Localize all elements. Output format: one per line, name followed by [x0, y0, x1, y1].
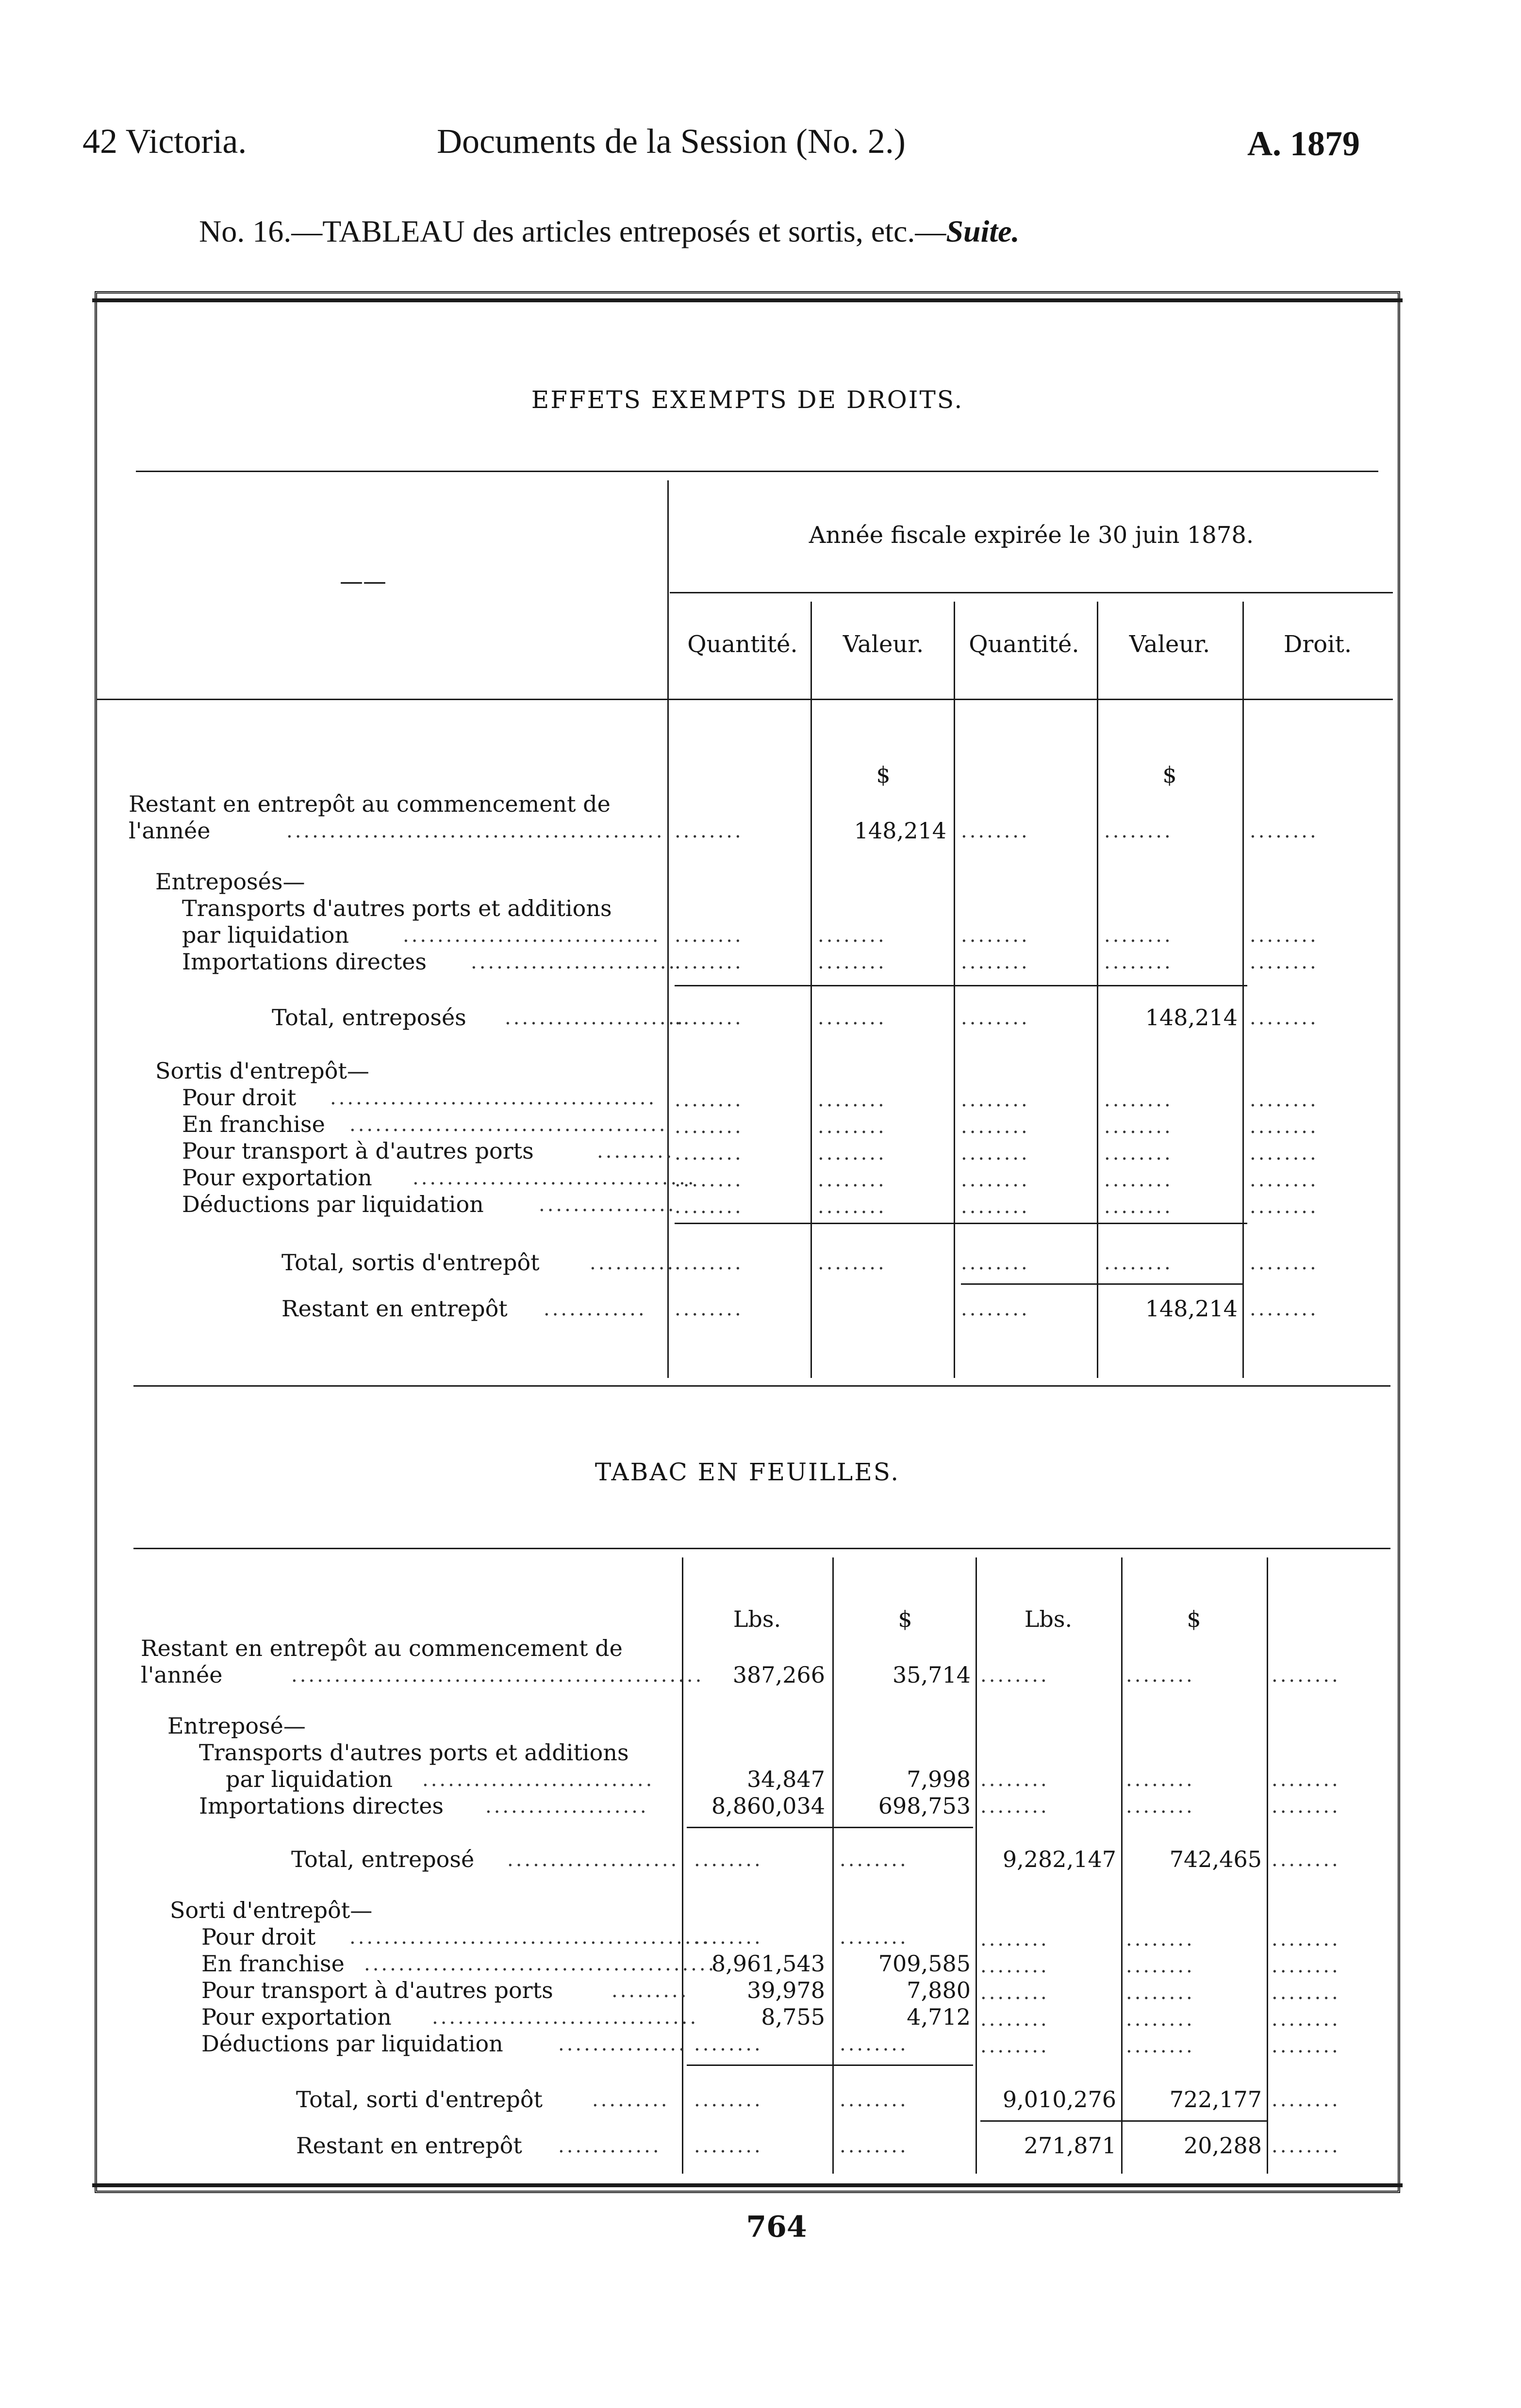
s1-col-valeur-2: Valeur. [1129, 631, 1210, 658]
s2-restant-debut-valeur: 35,714 [893, 1662, 971, 1688]
s2-transports-valeur: 7,998 [907, 1766, 971, 1792]
leader-dots: ........ [675, 924, 744, 947]
leader-dots: ........ ........ ........ ........ ........ [1104, 1089, 1173, 1218]
leader-dots: ........ [961, 1298, 1030, 1320]
s2-subtotal-rule-2 [687, 2064, 973, 2066]
table-title-prefix: No. 16.— [199, 214, 323, 248]
s2-vline-1 [832, 1557, 834, 2174]
section1-dash: —— [340, 568, 386, 595]
s2-row-restant-debut-1: Restant en entrepôt au commencement de [141, 1635, 623, 1661]
leader-dots: ........ [1272, 1849, 1340, 1871]
leader-dots: ................ [539, 1194, 677, 1216]
s1-subtotal-rule-2 [675, 1223, 1247, 1224]
leader-dots: ......... [597, 1140, 675, 1163]
s1-subtotal-rule-3 [961, 1283, 1242, 1285]
leader-dots: ........ [1250, 820, 1319, 842]
s1-total-entreposes-valeur: 148,214 [1145, 1004, 1238, 1031]
header-right: A. 1879 [1247, 124, 1360, 163]
leader-dots: ............ [544, 1298, 647, 1320]
leader-dots: ........ [694, 2089, 763, 2111]
table-title-main: TABLEAU des articles entreposés et sortis, etc.— [322, 214, 946, 248]
s1-row-deductions: Déductions par liquidation [182, 1191, 484, 1217]
leader-dots: ........ [1126, 1795, 1195, 1818]
s2-pour-exportation-valeur: 4,712 [907, 2004, 971, 2030]
leader-dots: ............................... [432, 2006, 699, 2029]
leader-dots: ........ [1104, 951, 1173, 973]
leader-dots: ........ [840, 1926, 909, 1949]
s2-subtotal-rule [687, 1827, 973, 1828]
leader-dots: ........ [980, 1795, 1049, 1818]
section-divider [133, 1385, 1390, 1387]
leader-dots: ........ [840, 2033, 909, 2055]
leader-dots: ........ [1250, 1007, 1319, 1029]
s1-subtotal-rule [675, 985, 1247, 986]
s2-total-entrepose-qte: 9,282,147 [1002, 1846, 1116, 1872]
leader-dots: ......... [612, 1980, 689, 2002]
s1-row-restant: Restant en entrepôt [281, 1295, 508, 1322]
s2-row-deductions: Déductions par liquidation [201, 2031, 503, 2057]
s2-transports-qte: 34,847 [747, 1766, 825, 1792]
s1-row-pour-transport: Pour transport à d'autres ports [182, 1138, 534, 1164]
leader-dots: ........ ........ ........ ........ ........ [1272, 1928, 1340, 2057]
s1-row-restant-debut-2: l'année [129, 818, 211, 844]
s1-col-droit: Droit. [1283, 631, 1352, 658]
s1-vline-label [667, 480, 669, 1378]
s1-row-entreposes: Entreposés— [155, 868, 305, 895]
section1-title: EFFETS EXEMPTS DE DROITS. [531, 386, 964, 414]
s2-vline-4 [1267, 1557, 1268, 2174]
s2-row-importations: Importations directes [199, 1793, 444, 1819]
s2-total-sorti-qte: 9,010,276 [1002, 2086, 1116, 2113]
leader-dots: ........ [818, 924, 887, 947]
s1-row-pour-droit: Pour droit [182, 1084, 297, 1111]
leader-dots: ........ ........ ........ ........ ........ [818, 1089, 887, 1218]
leader-dots: .............................. [403, 924, 661, 947]
leader-dots: ........ [818, 1252, 887, 1274]
s2-row-pour-droit: Pour droit [201, 1924, 316, 1950]
s2-pour-transport-valeur: 7,880 [907, 1977, 971, 2003]
leader-dots: ........ [1272, 2135, 1340, 2157]
s2-vline-3 [1121, 1557, 1123, 2174]
s2-vline-label [682, 1557, 683, 2174]
table-title [199, 213, 1020, 249]
leader-dots: ........ [1272, 1664, 1340, 1687]
section1-fiscal-rule [670, 592, 1393, 593]
leader-dots: ........ ........ ........ ........ ........ [961, 1089, 1030, 1218]
header-center: Documents de la Session (No. 2.) [437, 122, 906, 161]
s2-unit-dollar-1: $ [898, 1606, 912, 1632]
s1-row-transports-2: par liquidation [182, 922, 349, 948]
s2-en-franchise-qte: 8,961,543 [711, 1950, 825, 1977]
leader-dots: ........ [694, 2033, 763, 2055]
leader-dots: ............ [558, 2135, 661, 2157]
leader-dots: ........ [818, 1007, 887, 1029]
leader-dots: ........ [1126, 1664, 1195, 1687]
s2-pour-exportation-qte: 8,755 [761, 2004, 825, 2030]
leader-dots: ........ [961, 924, 1030, 947]
s2-pour-transport-qte: 39,978 [747, 1977, 825, 2003]
s2-total-sorti-valeur: 722,177 [1169, 2086, 1262, 2113]
s2-restant-qte: 271,871 [1024, 2132, 1116, 2159]
s1-row-transports-1: Transports d'autres ports et additions [182, 895, 612, 921]
s2-row-pour-transport: Pour transport à d'autres ports [201, 1977, 553, 2003]
leader-dots: ......... [592, 2089, 670, 2111]
s2-restant-debut-qte: 387,266 [732, 1662, 825, 1688]
leader-dots: ................................. [413, 1167, 696, 1189]
leader-dots: ............................................ [286, 820, 665, 842]
leader-dots: ........ [961, 951, 1030, 973]
leader-dots: ........ [675, 1007, 744, 1029]
leader-dots: ........ [1272, 1769, 1340, 1791]
leader-dots: ........ [1126, 1769, 1195, 1791]
leader-dots: ........................... [422, 1769, 655, 1791]
leader-dots: ........ [1104, 820, 1173, 842]
leader-dots: .................... [507, 1849, 679, 1871]
leader-dots: ........ [961, 1252, 1030, 1274]
leader-dots: ........ [694, 2135, 763, 2157]
s2-row-restant-debut-2: l'année [141, 1662, 223, 1688]
s2-row-pour-exportation: Pour exportation [201, 2004, 392, 2030]
s2-vline-2 [975, 1557, 977, 2174]
s1-currency-2: $ [1162, 762, 1177, 788]
s2-importations-qte: 8,860,034 [711, 1793, 825, 1819]
s2-unit-lbs-1: Lbs. [733, 1606, 781, 1632]
leader-dots: ..................... [505, 1007, 686, 1029]
leader-dots: ..................................... [349, 1114, 668, 1136]
s2-row-entrepose: Entreposé— [167, 1713, 306, 1739]
s2-restant-valeur: 20,288 [1184, 2132, 1262, 2159]
leader-dots: ........ [1272, 1795, 1340, 1818]
leader-dots: ........ [1104, 924, 1173, 947]
leader-dots: ................................................ [291, 1664, 704, 1687]
leader-dots: ........ [980, 1769, 1049, 1791]
leader-dots: ........ [840, 2135, 909, 2157]
frame-top-rule [92, 298, 1403, 302]
table-title-suffix: Suite. [946, 214, 1020, 248]
section2-title-rule [133, 1548, 1390, 1549]
section1-fiscal-year: Année fiscale expirée le 30 juin 1878. [809, 522, 1254, 549]
s2-total-entrepose-valeur: 742,465 [1169, 1846, 1262, 1872]
leader-dots: ........ [961, 1007, 1030, 1029]
leader-dots: ........ [1250, 1252, 1319, 1274]
leader-dots: ........ [961, 820, 1030, 842]
leader-dots: ........ ........ ........ ........ ........ [980, 1928, 1049, 2057]
leader-dots: ........ [675, 1252, 744, 1274]
section2-title: TABAC EN FEUILLES. [595, 1458, 900, 1486]
s1-vline-4 [1242, 602, 1244, 1378]
s1-col-quantite-2: Quantité. [969, 631, 1079, 658]
leader-dots: ........ [818, 951, 887, 973]
leader-dots: ......................................... [364, 1953, 717, 1975]
leader-dots: ........ [1104, 1252, 1173, 1274]
s2-importations-valeur: 698,753 [878, 1793, 971, 1819]
s1-row-sortis: Sortis d'entrepôt— [155, 1058, 369, 1084]
s2-row-en-franchise: En franchise [201, 1950, 345, 1977]
s2-unit-lbs-2: Lbs. [1024, 1606, 1073, 1632]
s1-row-restant-debut-1: Restant en entrepôt au commencement de [129, 791, 611, 817]
s1-restant-valeur: 148,214 [1145, 1295, 1238, 1322]
leader-dots: ................... [485, 1795, 649, 1818]
s1-vline-2 [954, 602, 955, 1378]
s1-row-pour-exportation: Pour exportation [182, 1164, 372, 1191]
leader-dots: ........ [675, 820, 744, 842]
section1-title-rule [136, 471, 1378, 472]
leader-dots: .......... [590, 1252, 676, 1274]
s2-row-total-entrepose: Total, entreposé [291, 1846, 475, 1872]
leader-dots: ........ [1250, 924, 1319, 947]
header-left: 42 Victoria. [83, 122, 247, 161]
s2-row-restant: Restant en entrepôt [296, 2132, 522, 2159]
page-number: 764 [746, 2210, 807, 2244]
s2-row-total-sorti: Total, sorti d'entrepôt [296, 2086, 543, 2113]
s2-subtotal-rule-3 [980, 2120, 1267, 2122]
s1-vline-1 [810, 602, 812, 1378]
leader-dots: ............... [558, 2033, 687, 2055]
s1-vline-3 [1097, 602, 1098, 1378]
s1-restant-debut-valeur: 148,214 [854, 818, 946, 844]
leader-dots: ........ [840, 1849, 909, 1871]
leader-dots: ........ [1250, 951, 1319, 973]
leader-dots: ........ [980, 1664, 1049, 1687]
leader-dots: ........................ [471, 951, 678, 973]
leader-dots: ........ ........ ........ ........ ........ [1126, 1928, 1195, 2057]
leader-dots: ........ ........ ........ ........ ........ [1250, 1089, 1319, 1218]
leader-dots: ........ [840, 2089, 909, 2111]
s1-col-valeur-1: Valeur. [843, 631, 924, 658]
leader-dots: ........ [675, 1298, 744, 1320]
s1-col-quantite-1: Quantité. [687, 631, 798, 658]
leader-dots: ........ [1272, 2089, 1340, 2111]
s2-en-franchise-valeur: 709,585 [878, 1950, 971, 1977]
leader-dots: ........ [694, 1849, 763, 1871]
section1-header-rule [97, 699, 1393, 700]
leader-dots: ........ [675, 951, 744, 973]
leader-dots: .......................................... [349, 1926, 711, 1949]
s1-row-total-sortis: Total, sortis d'entrepôt [281, 1249, 540, 1276]
s2-unit-dollar-2: $ [1187, 1606, 1201, 1632]
s1-row-total-entreposes: Total, entreposés [272, 1004, 466, 1031]
leader-dots: ........ ........ ........ ........ ........ [675, 1089, 744, 1218]
leader-dots: ...................................... [330, 1087, 657, 1109]
s1-currency-1: $ [876, 762, 891, 788]
s1-row-importations: Importations directes [182, 949, 427, 975]
frame-bottom-rule [92, 2183, 1403, 2187]
leader-dots: ........ [1250, 1298, 1319, 1320]
leader-dots: ........ [694, 1926, 763, 1949]
s2-row-transports-2: par liquidation [226, 1766, 393, 1792]
s1-row-en-franchise: En franchise [182, 1111, 325, 1137]
s2-row-transports-1: Transports d'autres ports et additions [199, 1739, 629, 1766]
s2-row-sorti: Sorti d'entrepôt— [170, 1897, 373, 1923]
